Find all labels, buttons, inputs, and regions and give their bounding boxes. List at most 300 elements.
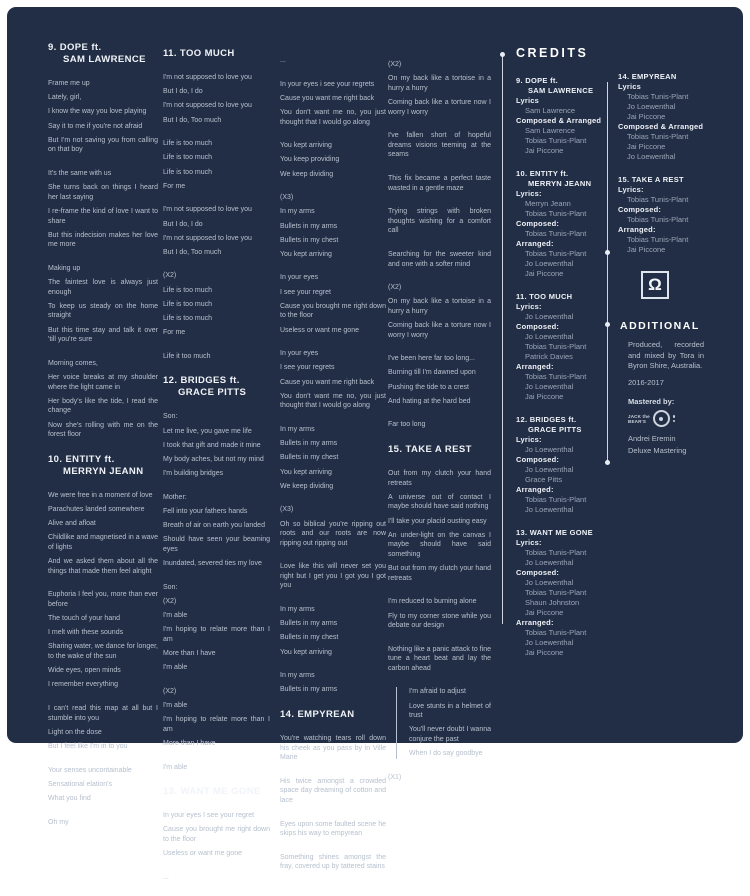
lyric-line: Life is too much bbox=[163, 154, 213, 162]
stanza bbox=[280, 349, 386, 411]
stanza bbox=[163, 687, 270, 749]
lyric-line: Cause you brought me right down to the floor bbox=[280, 302, 386, 320]
lyrics-column-2 bbox=[163, 48, 270, 896]
credit-song-title: 14. EMPYREAN bbox=[618, 72, 677, 81]
stanza bbox=[48, 79, 158, 155]
song-title bbox=[163, 375, 270, 399]
credits-list bbox=[618, 72, 715, 255]
lyric-line: Bullets in my chest bbox=[280, 236, 339, 244]
lyric-line: I remember everything bbox=[48, 681, 119, 689]
lyric-line: Cause you want me right back bbox=[280, 94, 375, 102]
credits-list bbox=[516, 76, 604, 658]
stanza bbox=[280, 56, 386, 66]
credit-person-name: Jo Loewenthal bbox=[627, 102, 676, 111]
stanza bbox=[280, 505, 386, 548]
lyric-line: I'm reduced to burning alone bbox=[388, 598, 477, 606]
lyric-line: Coming back like a torture now I worry I worry bbox=[388, 322, 491, 339]
stanza bbox=[163, 139, 270, 191]
divider-dot bbox=[605, 322, 610, 327]
lyric-line: But I do, Too much bbox=[163, 248, 222, 256]
lyric-line: I'm not supposed to love you bbox=[163, 234, 252, 242]
lyric-line: Life is too much bbox=[163, 168, 213, 176]
lyric-line: Something shines amongst the fray, covered up by tattered stains bbox=[280, 853, 386, 871]
lyric-line: This fix became a perfect taste wasted in a gentle maze bbox=[388, 174, 491, 192]
lyric-line: In my arms bbox=[280, 208, 315, 216]
credit-person-name: Jo Loewenthal bbox=[525, 312, 574, 321]
credit-role-label: Lyrics bbox=[618, 82, 642, 91]
logo-dots-decoration bbox=[673, 415, 676, 422]
credit-person-name: Tobias Tunis-Plant bbox=[627, 215, 689, 224]
lyric-line: A universe out of contact I maybe should have said nothing bbox=[388, 493, 491, 511]
credit-entry bbox=[516, 415, 604, 515]
production-note: Produced, recorded and mixed by Tora in Byron Shire, Australia. bbox=[628, 340, 704, 370]
lyric-line: Mother: bbox=[163, 493, 187, 501]
lyric-line: You keep providing bbox=[280, 156, 340, 164]
lyric-line: I'm building bridges bbox=[163, 470, 224, 478]
lyric-line: ... bbox=[280, 57, 286, 64]
song-title-line: 9. DOPE ft. bbox=[48, 42, 102, 53]
logo-text-line: BEAR'S bbox=[628, 418, 647, 424]
credit-person-name: Jai Piccone bbox=[627, 245, 666, 254]
lyric-line: And hating at the hard bed bbox=[388, 397, 471, 405]
lyric-line: Inundated, severed ties my love bbox=[163, 560, 262, 568]
credit-person-name: Jai Piccone bbox=[525, 648, 564, 657]
stanza bbox=[163, 73, 270, 125]
lyric-line: To keep us steady on the home straight bbox=[48, 302, 158, 320]
credit-person-name: Tobias Tunis-Plant bbox=[525, 588, 587, 597]
lyric-line: Your senses uncontainable bbox=[48, 766, 132, 774]
lyric-line: You'll never doubt I wanna conjure the past bbox=[409, 726, 491, 744]
mastered-by-label: Mastered by: bbox=[628, 397, 675, 406]
credit-person-name: Patrick Davies bbox=[525, 352, 573, 361]
credit-song-title: SAM LAWRENCE bbox=[528, 86, 594, 95]
stanza bbox=[280, 273, 386, 335]
lyric-line: You kept arriving bbox=[280, 648, 332, 656]
lyric-line: But I do, Too much bbox=[163, 116, 222, 124]
credit-person-name: Tobias Tunis-Plant bbox=[525, 249, 587, 258]
song-title bbox=[388, 444, 491, 456]
credits-column-2 bbox=[618, 72, 715, 712]
credit-entry bbox=[618, 72, 715, 162]
credit-person-name: Jai Piccone bbox=[627, 142, 666, 151]
credit-role-label: Lyrics: bbox=[618, 185, 644, 194]
lyric-line: You don't want me no, you just thought that I would go along bbox=[280, 392, 386, 410]
lyric-line: His twice amongst a crowded space day dreaming of cotton and lace bbox=[280, 777, 386, 804]
stanza bbox=[388, 283, 491, 340]
stanza bbox=[280, 562, 386, 591]
song-title-line: 12. BRIDGES ft. bbox=[163, 375, 240, 387]
lyric-line: What you find bbox=[48, 794, 91, 802]
credit-person-name: Jo Loewenthal bbox=[525, 259, 574, 268]
stanza bbox=[388, 354, 491, 406]
credit-person-name: Jo Loewenthal bbox=[525, 638, 574, 647]
lyrics-column-4 bbox=[388, 60, 491, 796]
credit-entry bbox=[618, 175, 715, 255]
stanza bbox=[388, 250, 491, 269]
credit-person-name: Tobias Tunis-Plant bbox=[525, 342, 587, 351]
credit-song-title: 9. DOPE ft. bbox=[516, 76, 559, 85]
song-title-line: 15. TAKE A REST bbox=[388, 444, 472, 455]
lyric-line: Bullets in my arms bbox=[280, 686, 338, 694]
lyric-line: In my arms bbox=[280, 672, 315, 680]
stanza bbox=[388, 60, 491, 117]
lyric-line: (X3) bbox=[280, 506, 294, 514]
mastering-logo bbox=[628, 410, 675, 427]
lyric-line: It's the same with us bbox=[48, 169, 112, 177]
lyric-line: When I do say goodbye bbox=[409, 750, 483, 758]
lyric-line: Childlike and magnetised in a wave of lights bbox=[48, 534, 158, 551]
credit-person-name: Tobias Tunis-Plant bbox=[627, 195, 689, 204]
lyric-line: Euphoria I feel you, more than ever before bbox=[48, 591, 158, 608]
lyric-line: Cause you brought me right down to the floor bbox=[163, 826, 270, 843]
lyric-line: I'm hoping to relate more than I am bbox=[163, 626, 270, 643]
song-title bbox=[163, 786, 270, 798]
credit-person-name: Grace Pitts bbox=[525, 475, 563, 484]
lyric-line: More than I have bbox=[163, 739, 216, 747]
credit-role-label: Composed & Arranged bbox=[618, 122, 704, 131]
stanza bbox=[280, 820, 386, 839]
divider-line-2 bbox=[607, 82, 608, 462]
stanza bbox=[280, 425, 386, 491]
lyric-line: Nothing like a panic attack to fine tune a heart beat and lay the carbon ahead bbox=[388, 645, 491, 672]
lyric-line: Cause you want me right back bbox=[280, 378, 375, 386]
lyric-line: Love like this will never set you right but I get you I got you I got you bbox=[280, 563, 386, 590]
lyric-line: The touch of your hand bbox=[48, 615, 120, 623]
mastering-studio: Deluxe Mastering bbox=[628, 446, 687, 455]
lyric-line: Parachutes landed somewhere bbox=[48, 505, 145, 513]
credit-song-title: GRACE PITTS bbox=[528, 425, 582, 434]
lyric-line: Son: bbox=[163, 413, 178, 421]
lyric-line: But this time stay and talk it over 'till you're sure bbox=[48, 326, 158, 344]
stanza bbox=[388, 174, 491, 193]
credit-role-label: Arranged: bbox=[516, 362, 554, 371]
lyric-line: In my arms bbox=[280, 425, 315, 433]
lyric-line: Love stunts in a helmet of trust bbox=[409, 702, 491, 720]
song-title-line: GRACE PITTS bbox=[178, 387, 247, 399]
lyrics-column-3 bbox=[280, 56, 386, 886]
lyric-line: (X1) bbox=[388, 773, 402, 781]
lyric-line: I can't read this map at all but I stumble into you bbox=[48, 705, 158, 722]
credit-person-name: Tobias Tunis-Plant bbox=[525, 495, 587, 504]
stanza bbox=[163, 873, 270, 883]
stanza bbox=[388, 131, 491, 160]
lyric-line: Making up bbox=[48, 264, 81, 272]
lyric-line: You kept arriving bbox=[280, 250, 332, 258]
lyric-line: But I do, I do bbox=[163, 88, 203, 96]
stanza bbox=[280, 141, 386, 179]
lyric-line: Far too long bbox=[388, 421, 426, 429]
divider-dot bbox=[605, 250, 610, 255]
song-title bbox=[48, 42, 158, 66]
credit-role-label: Lyrics: bbox=[516, 435, 542, 444]
lyric-line: Alive and afloat bbox=[48, 520, 96, 528]
stanza bbox=[388, 773, 491, 783]
stanza bbox=[163, 205, 270, 257]
logo-text-line: JACK the bbox=[628, 413, 650, 419]
lyric-line: But I feel like I'm in to you bbox=[48, 742, 128, 750]
song-title bbox=[163, 48, 270, 60]
credit-role-label: Composed & Arranged bbox=[516, 116, 602, 125]
lyric-line: You kept arriving bbox=[280, 468, 332, 476]
lyric-line: I'm hoping to relate more than I am bbox=[163, 716, 270, 733]
credit-song-title: 15. TAKE A REST bbox=[618, 175, 684, 184]
stanza bbox=[48, 359, 158, 440]
credit-role-label: Arranged: bbox=[516, 618, 554, 627]
credit-song-title: 12. BRIDGES ft. bbox=[516, 415, 577, 424]
lyric-line: Wide eyes, open minds bbox=[48, 667, 121, 675]
credit-role-label: Lyrics: bbox=[516, 189, 542, 198]
stanza bbox=[280, 605, 386, 657]
stanza bbox=[388, 207, 491, 236]
credit-person-name: Sam Lawrence bbox=[525, 126, 576, 135]
lyric-line: Life is too much bbox=[163, 140, 213, 148]
lyric-line: Life is too much bbox=[163, 300, 213, 308]
lyric-line: ... bbox=[163, 873, 169, 881]
lyric-line: For me bbox=[163, 329, 186, 337]
credit-role-label: Lyrics: bbox=[516, 538, 542, 547]
lyric-line: We keep dividing bbox=[280, 482, 334, 490]
credit-person-name: Tobias Tunis-Plant bbox=[627, 132, 689, 141]
lyric-line: We keep dividing bbox=[280, 170, 334, 178]
lyric-line: In my arms bbox=[280, 606, 315, 614]
stanza bbox=[163, 811, 270, 859]
lyric-line: In your eyes I see your regret bbox=[163, 812, 255, 820]
lyric-line: Say it to me if you're not afraid bbox=[48, 122, 143, 130]
lyrics-column-1 bbox=[48, 42, 158, 841]
divider-dot bbox=[500, 52, 505, 57]
stanza bbox=[48, 169, 158, 250]
additional-heading: ADDITIONAL bbox=[620, 320, 700, 332]
lyric-line: Morning comes, bbox=[48, 359, 98, 367]
credit-role-label: Lyrics bbox=[516, 96, 540, 105]
lyric-line: Coming back like a torture now I worry I worry bbox=[388, 98, 491, 116]
credit-role-label: Composed: bbox=[516, 322, 560, 331]
omega-symbol: Ω bbox=[648, 275, 662, 294]
lyric-line: I'm not supposed to love you bbox=[163, 206, 252, 214]
lyric-line: For me bbox=[163, 182, 186, 190]
stanza bbox=[280, 193, 386, 259]
lyric-line: I'm not supposed to love you bbox=[163, 74, 252, 81]
lyric-line: (X2) bbox=[163, 272, 177, 280]
lyric-line: Burning till I'm dawned upon bbox=[388, 369, 476, 377]
stanza bbox=[388, 597, 491, 630]
lyric-line: But I'm not saving you from calling on that boy bbox=[48, 136, 158, 154]
credit-role-label: Composed: bbox=[516, 455, 560, 464]
lyric-line: I'm able bbox=[163, 763, 188, 771]
lyric-line: Useless or want me gone bbox=[280, 326, 359, 334]
stanza bbox=[163, 493, 270, 569]
mastering-engineer: Andrei Eremin bbox=[628, 434, 676, 443]
lyric-line: Eyes upon some faulted scene he skips his way to empyrean bbox=[280, 820, 386, 838]
credits-heading: CREDITS bbox=[516, 46, 589, 60]
lyric-line: Bullets in my arms bbox=[280, 440, 338, 448]
credit-person-name: Tobias Tunis-Plant bbox=[525, 209, 587, 218]
lyric-line: Oh so biblical you're ripping out roots and our roots are now ripping out ripping out bbox=[280, 520, 386, 547]
lyric-line: (X2) bbox=[163, 597, 177, 605]
credit-person-name: Jo Loewenthal bbox=[525, 578, 574, 587]
lyric-line: An under-light on the canvas I maybe should have said something bbox=[388, 531, 491, 558]
credit-song-title: 11. TOO MUCH bbox=[516, 292, 573, 301]
stanza bbox=[48, 590, 158, 690]
lyric-line: But I do, I do bbox=[163, 220, 203, 228]
lyric-line: We were free in a moment of love bbox=[48, 491, 153, 499]
lyric-line: On my back like a tortoise in a hurry a hurry bbox=[388, 75, 491, 92]
credit-role-label: Arranged: bbox=[516, 239, 554, 248]
credit-person-name: Tobias Tunis-Plant bbox=[627, 235, 689, 244]
stanza bbox=[48, 491, 158, 577]
credit-person-name: Jai Piccone bbox=[525, 392, 564, 401]
credit-entry bbox=[516, 292, 604, 402]
lyric-line: (X3) bbox=[280, 194, 294, 202]
credit-person-name: Jo Loewenthal bbox=[525, 382, 574, 391]
song-title bbox=[48, 454, 158, 478]
credit-person-name: Tobias Tunis-Plant bbox=[525, 628, 587, 637]
lyric-line: But this indecision makes her love me more bbox=[48, 231, 158, 249]
credit-person-name: Jo Loewenthal bbox=[525, 558, 574, 567]
lyric-line: Out from my clutch your hand retreats bbox=[388, 470, 491, 487]
lyric-line: (X2) bbox=[388, 61, 402, 68]
lyric-line: Light on the dose bbox=[48, 728, 102, 736]
lyric-line: Son: bbox=[163, 583, 178, 591]
lyric-line: I'm able bbox=[163, 664, 188, 672]
lyric-line: In your eyes i see your regrets bbox=[280, 80, 375, 88]
song-title-line: 11. TOO MUCH bbox=[163, 48, 235, 59]
lyric-line: But out from my clutch your hand retreats bbox=[388, 565, 491, 582]
credit-person-name: Tobias Tunis-Plant bbox=[525, 372, 587, 381]
lyric-line: The faintest love is always just enough bbox=[48, 279, 158, 296]
lyric-line: Should have seen your beaming eyes bbox=[163, 536, 270, 553]
lyric-line: Bullets in my chest bbox=[280, 634, 339, 642]
lyric-line: I know the way you love playing bbox=[48, 108, 147, 116]
lyric-line: Bullets in my arms bbox=[280, 222, 338, 230]
lyric-line: Oh my bbox=[48, 818, 69, 826]
record-disc-icon bbox=[653, 410, 670, 427]
lyric-line: Trying strings with broken thoughts wishing for a comfort call bbox=[388, 208, 491, 235]
lyric-line: I'm afraid to adjust bbox=[409, 688, 466, 696]
lyric-line: Fly to my corner stone while you debate our design bbox=[388, 612, 491, 630]
credit-person-name: Jai Piccone bbox=[525, 146, 564, 155]
credit-role-label: Arranged: bbox=[618, 225, 656, 234]
stanza bbox=[388, 420, 491, 430]
credit-person-name: Jo Loewenthal bbox=[525, 445, 574, 454]
lyric-line: You're watching tears roll down his cheek as you pass by in Ville Marie bbox=[280, 735, 386, 762]
credit-song-title: MERRYN JEANN bbox=[528, 179, 592, 188]
credit-role-label: Composed: bbox=[516, 219, 560, 228]
credit-person-name: Shaun Johnston bbox=[525, 598, 580, 607]
song-title-line: 13. WANT ME GONE bbox=[163, 786, 261, 798]
lyric-line: Lately, girl, bbox=[48, 94, 82, 102]
lyric-line: (X2) bbox=[388, 284, 402, 292]
lyric-line: More than I have bbox=[163, 650, 216, 658]
lyric-line: Sensational elation's bbox=[48, 780, 112, 788]
lyric-line: Let me live, you gave me life bbox=[163, 427, 252, 435]
stanza bbox=[163, 412, 270, 478]
lyric-line: I see your regrets bbox=[280, 364, 335, 372]
lyric-line: Life is too much bbox=[163, 286, 213, 294]
stanza bbox=[48, 766, 158, 804]
stanza bbox=[48, 264, 158, 345]
lyric-line: Now she's rolling with me on the forest floor bbox=[48, 421, 158, 439]
lyric-line: Useless or want me gone bbox=[163, 850, 242, 858]
stanza bbox=[280, 734, 386, 763]
lyric-line: Frame me up bbox=[48, 80, 90, 87]
credit-person-name: Jo Loewenthal bbox=[525, 465, 574, 474]
lyric-line: I've been here far too long... bbox=[388, 355, 475, 363]
divider-line-1 bbox=[502, 54, 503, 624]
lyric-line: I melt with these sounds bbox=[48, 629, 124, 637]
credit-person-name: Jo Loewenthal bbox=[525, 505, 574, 514]
lyric-line: I've fallen short of hopeful dreams visions teeming at the seams bbox=[388, 132, 491, 159]
stanza bbox=[163, 583, 270, 673]
credit-role-label: Lyrics: bbox=[516, 302, 542, 311]
lyric-line: In your eyes bbox=[280, 350, 319, 358]
lyric-line: On my back like a tortoise in a hurry a hurry bbox=[388, 298, 491, 315]
credit-person-name: Merryn Jeann bbox=[525, 199, 571, 208]
credit-entry bbox=[516, 76, 604, 156]
song-title-line: SAM LAWRENCE bbox=[63, 54, 146, 65]
quoted-stanza bbox=[396, 687, 491, 758]
production-years: 2016-2017 bbox=[628, 378, 664, 387]
stanza bbox=[48, 704, 158, 752]
credit-person-name: Sam Lawrence bbox=[525, 106, 576, 115]
credit-person-name: Jo Loewenthal bbox=[525, 332, 574, 341]
credit-person-name: Tobias Tunis-Plant bbox=[525, 229, 587, 238]
lyric-line: I took that gift and made it mine bbox=[163, 441, 261, 449]
mastering-logo-text bbox=[628, 414, 650, 424]
lyric-line: Bullets in my arms bbox=[280, 620, 338, 628]
lyric-line: Sharing water, we dance for longer, to the wake of the sun bbox=[48, 643, 158, 661]
stanza bbox=[48, 818, 158, 828]
stanza bbox=[163, 763, 270, 773]
credit-person-name: Tobias Tunis-Plant bbox=[627, 92, 689, 101]
lyric-line: Searching for the sweeter kind and one with a softer mind bbox=[388, 250, 491, 268]
lyric-line: Fell into your fathers hands bbox=[163, 507, 248, 515]
stanza bbox=[280, 80, 386, 128]
lyric-line: I'm able bbox=[163, 612, 188, 620]
credit-person-name: Tobias Tunis-Plant bbox=[525, 136, 587, 145]
lyric-line: You kept arriving bbox=[280, 142, 332, 150]
lyric-line: Her body's like the tide, I read the change bbox=[48, 397, 158, 415]
credit-person-name: Jai Piccone bbox=[525, 269, 564, 278]
divider-dot bbox=[605, 460, 610, 465]
lyric-line: I'm able bbox=[163, 702, 188, 709]
lyric-line: And we asked them about all the things that made them feel alright bbox=[48, 558, 158, 575]
credit-entry bbox=[516, 528, 604, 658]
lyric-line: Life is too much bbox=[163, 315, 213, 323]
credit-role-label: Composed: bbox=[618, 205, 662, 214]
song-title-line: 14. EMPYREAN bbox=[280, 709, 355, 720]
lyric-line: Breath of air on earth you landed bbox=[163, 522, 265, 530]
stanza bbox=[280, 777, 386, 806]
lyric-line: She turns back on things I heard her last saying bbox=[48, 184, 158, 201]
lyric-line: In your eyes bbox=[280, 274, 319, 282]
lyric-line: I'll take your placid ousting easy bbox=[388, 517, 487, 525]
credit-role-label: Arranged: bbox=[516, 485, 554, 494]
song-title bbox=[280, 709, 386, 721]
lyric-line: Her voice breaks at my shoulder where the light came in bbox=[48, 374, 158, 391]
credit-entry bbox=[516, 169, 604, 279]
stanza bbox=[388, 645, 491, 674]
lyric-line: (X2) bbox=[163, 687, 177, 695]
credit-person-name: Jo Loewenthal bbox=[627, 152, 676, 161]
stanza bbox=[163, 271, 270, 337]
lyric-line: I re-frame the kind of love I want to share bbox=[48, 207, 158, 225]
credit-person-name: Jai Piccone bbox=[525, 608, 564, 617]
stanza bbox=[280, 853, 386, 872]
credit-person-name: Tobias Tunis-Plant bbox=[525, 548, 587, 557]
stanza bbox=[388, 469, 491, 583]
credit-song-title: 13. WANT ME GONE bbox=[516, 528, 593, 537]
